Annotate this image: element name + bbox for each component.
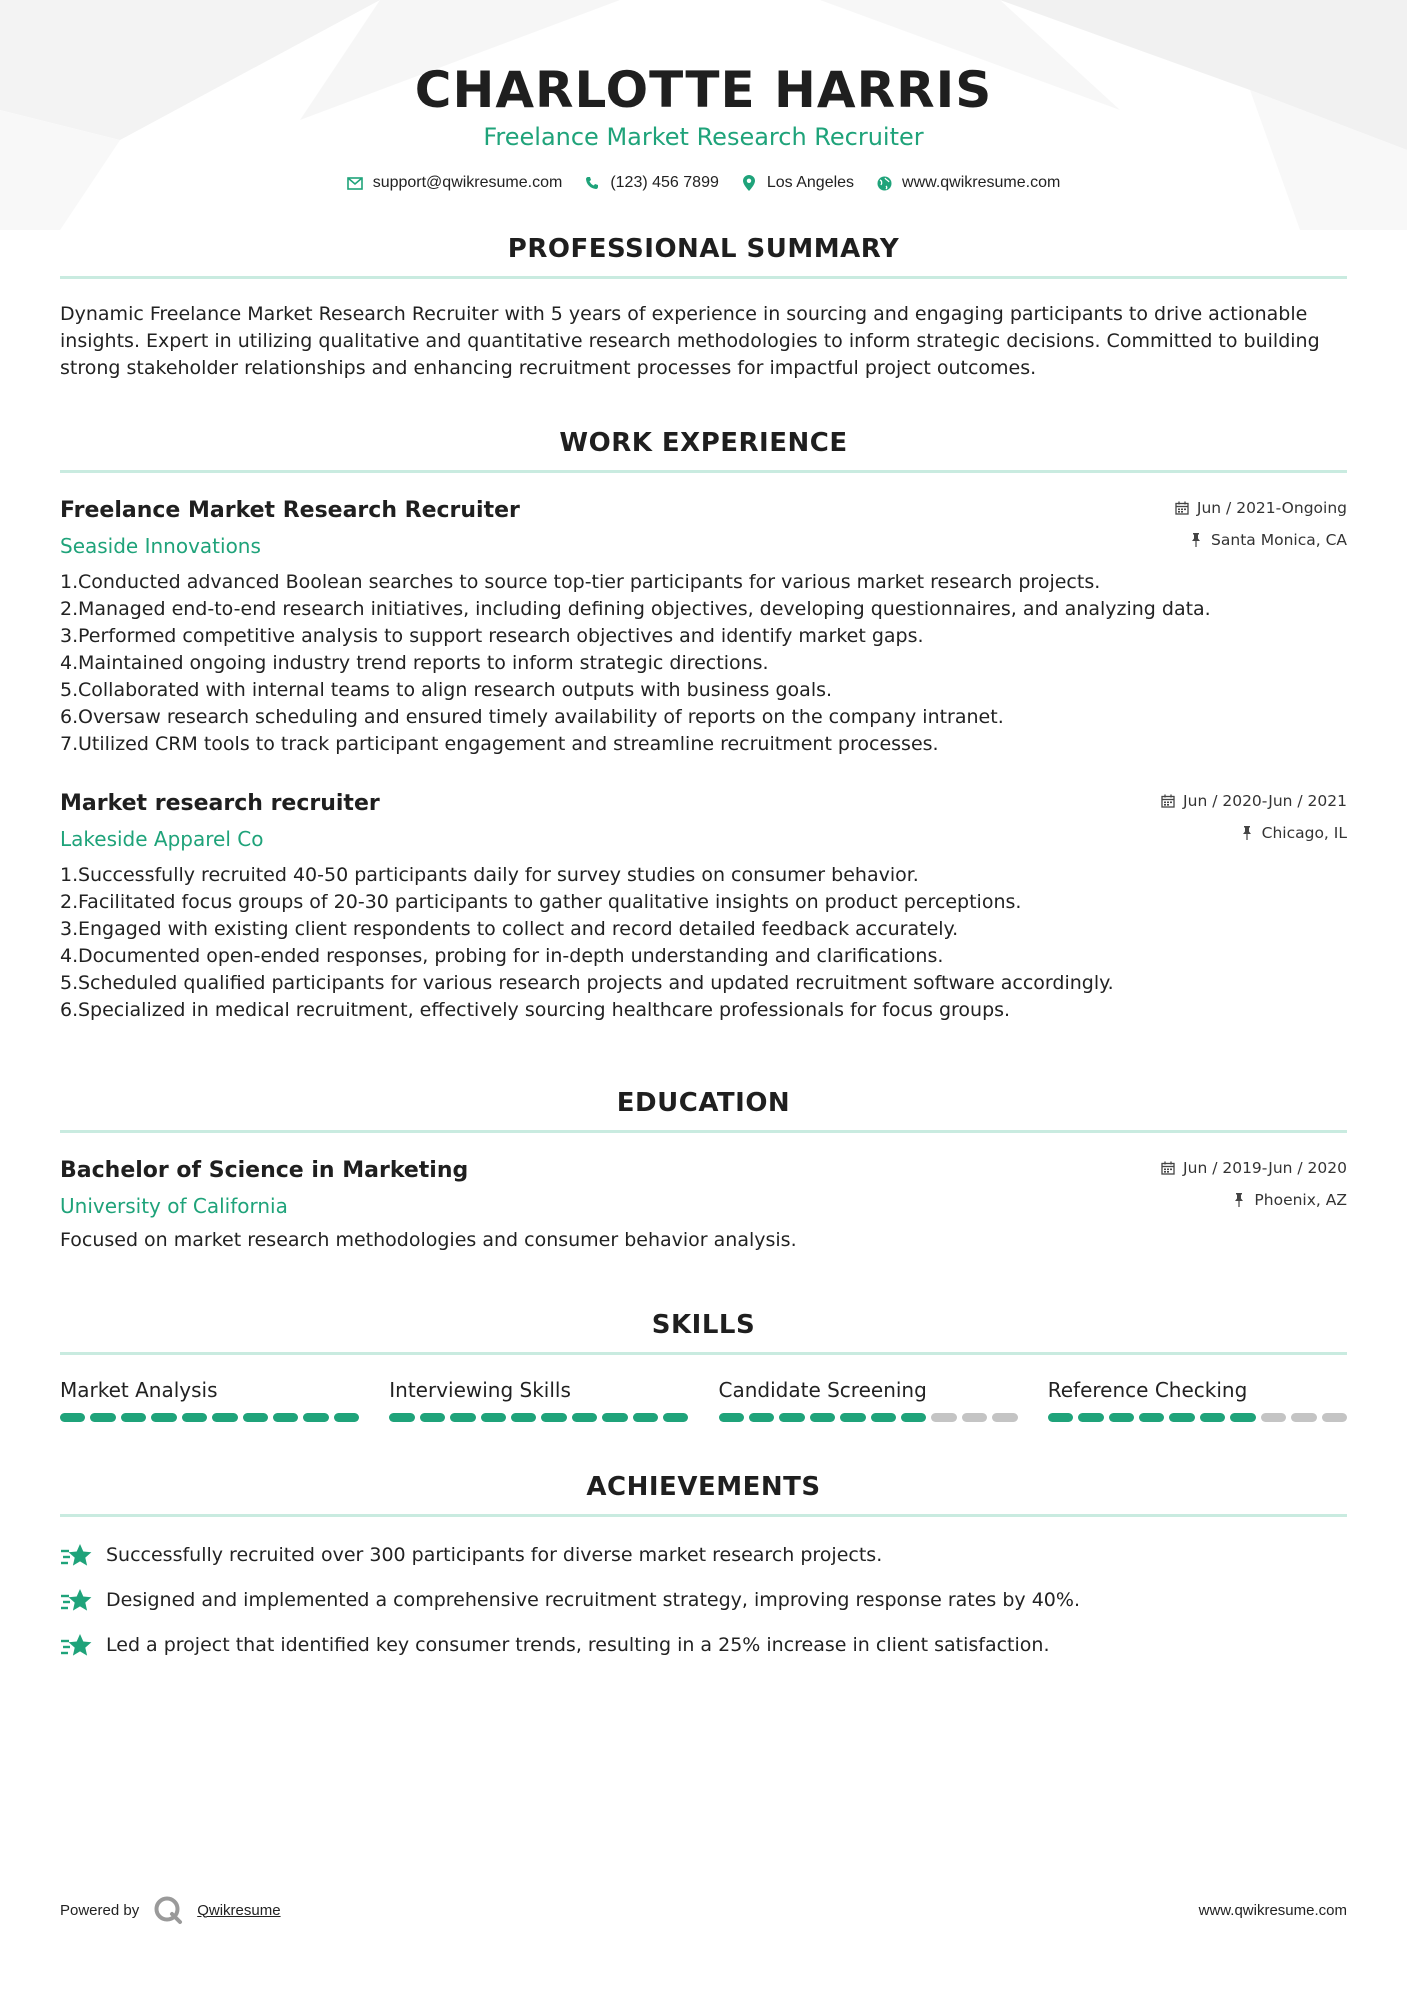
education-description: Focused on market research methodologies and consumer behavior analysis.: [60, 1229, 797, 1251]
summary-heading: PROFESSIONAL SUMMARY: [507, 234, 900, 264]
powered-by: [60, 1895, 281, 1925]
skill-segment-filled: [212, 1413, 237, 1422]
education-degree: Bachelor of Science in Marketing: [60, 1158, 469, 1183]
achievement-text: Successfully recruited over 300 participants for diverse market research projects.: [106, 1544, 883, 1566]
skill-level-bar: [389, 1413, 688, 1422]
list-item: 1. Successfully recruited 40-50 participants daily for survey studies on consumer behavior.: [60, 864, 919, 886]
skill-level-bar: [60, 1413, 359, 1422]
list-item: 3. Performed competitive analysis to support research objectives and identify market gaps.: [60, 625, 924, 647]
skill-segment-filled: [60, 1413, 85, 1422]
achievements-heading: ACHIEVEMENTS: [586, 1472, 821, 1502]
skill-name: Reference Checking: [1047, 1378, 1248, 1402]
skill-segment-empty: [931, 1413, 956, 1422]
contact-email-text: support@qwikresume.com: [372, 174, 563, 191]
list-item: 5. Collaborated with internal teams to align research outputs with business goals.: [60, 679, 833, 701]
skill-segment-filled: [389, 1413, 414, 1422]
candidate-title: Freelance Market Research Recruiter: [483, 123, 924, 151]
achievement-item: [60, 1578, 1347, 1623]
section-divider: [60, 276, 1347, 279]
contact-email[interactable]: [347, 174, 563, 192]
page-footer: [60, 1895, 1347, 1925]
pushpin-icon: [1232, 1193, 1246, 1207]
job-dates-text: Jun / 2020-Jun / 2021: [1183, 792, 1347, 810]
education-heading: EDUCATION: [616, 1088, 791, 1118]
skill-level-bar: [719, 1413, 1018, 1422]
skill-segment-filled: [303, 1413, 328, 1422]
contact-bar: [60, 174, 1347, 192]
skill-segment-empty: [1322, 1413, 1347, 1422]
skill-segment-filled: [602, 1413, 627, 1422]
skill-name: Market Analysis: [60, 1378, 218, 1402]
skill-segment-filled: [1139, 1413, 1164, 1422]
education-section: [60, 1086, 1347, 1254]
skill-name: Candidate Screening: [718, 1378, 927, 1402]
skill-segment-filled: [182, 1413, 207, 1422]
phone-icon: [584, 175, 600, 191]
skill-segment-filled: [243, 1413, 268, 1422]
skill-segment-filled: [901, 1413, 926, 1422]
skill-segment-filled: [840, 1413, 865, 1422]
skill-segment-filled: [511, 1413, 536, 1422]
list-item: 2. Facilitated focus groups of 20-30 participants to gather qualitative insights on product perceptions.: [60, 891, 1022, 913]
skill-segment-filled: [1078, 1413, 1103, 1422]
map-marker-icon: [741, 175, 757, 191]
contact-website-text: www.qwikresume.com: [902, 174, 1061, 191]
list-item: 5. Scheduled qualified participants for various research projects and updated recruitment software accordingly.: [60, 972, 1114, 994]
skill-segment-filled: [151, 1413, 176, 1422]
calendar-icon: [1161, 794, 1175, 808]
skill-segment-filled: [450, 1413, 475, 1422]
footer-website[interactable]: www.qwikresume.com: [1198, 1901, 1347, 1919]
job-dates: [1175, 497, 1347, 519]
skill-segment-filled: [121, 1413, 146, 1422]
contact-location-text: Los Angeles: [766, 174, 855, 191]
job-bullets: [60, 569, 1347, 758]
contact-phone-text: (123) 456 7899: [610, 174, 719, 191]
skill-segment-filled: [420, 1413, 445, 1422]
star-bullet-icon: [60, 1542, 92, 1570]
skill-segment-filled: [779, 1413, 804, 1422]
summary-section: [60, 232, 1347, 382]
skill-segment-filled: [633, 1413, 658, 1422]
job-location-text: Chicago, IL: [1261, 824, 1347, 842]
pushpin-icon: [1240, 826, 1254, 840]
pushpin-icon: [1189, 533, 1203, 547]
skill-segment-empty: [992, 1413, 1017, 1422]
experience-heading: WORK EXPERIENCE: [559, 428, 848, 458]
skill-item: [60, 1377, 359, 1422]
summary-text: Dynamic Freelance Market Research Recruiter with 5 years of experience in sourcing and engaging participants to drive actionable insights. Expert in utilizing qualitative and quantitative research methodologies to inform strategic decisions. Committed to building strong stakeholder relationships and enhancing recruitment processes for impactful project outcomes.: [60, 303, 1320, 379]
star-bullet-icon: [60, 1632, 92, 1660]
skill-segment-filled: [1169, 1413, 1194, 1422]
list-item: 1. Conducted advanced Boolean searches to source top-tier participants for various market research projects.: [60, 571, 1101, 593]
achievement-text: Led a project that identified key consumer trends, resulting in a 25% increase in client satisfaction.: [106, 1634, 1050, 1656]
skill-segment-filled: [871, 1413, 896, 1422]
skill-segment-empty: [962, 1413, 987, 1422]
education-location-text: Phoenix, AZ: [1254, 1191, 1347, 1209]
education-school: University of California: [60, 1194, 288, 1218]
star-bullet-icon: [60, 1587, 92, 1615]
skill-segment-filled: [1048, 1413, 1073, 1422]
section-divider: [60, 1130, 1347, 1133]
job-company: Seaside Innovations: [60, 534, 261, 558]
skill-level-bar: [1048, 1413, 1347, 1422]
contact-website[interactable]: [876, 174, 1060, 192]
list-item: 3. Engaged with existing client respondents to collect and record detailed feedback accurately.: [60, 918, 959, 940]
skill-segment-filled: [481, 1413, 506, 1422]
education-location: [1161, 1189, 1347, 1211]
skills-row: [60, 1377, 1347, 1422]
resume-header: [60, 0, 1347, 192]
job-dates-text: Jun / 2021-Ongoing: [1196, 499, 1347, 517]
skill-segment-filled: [90, 1413, 115, 1422]
achievement-item: [60, 1623, 1347, 1668]
job-entry: [60, 497, 1347, 758]
achievements-list: [60, 1533, 1347, 1668]
skill-segment-filled: [273, 1413, 298, 1422]
list-item: 2. Managed end-to-end research initiatives, including defining objectives, developing questionnaires, and analyzing data.: [60, 598, 1211, 620]
skill-segment-empty: [1291, 1413, 1316, 1422]
job-bullets: [60, 862, 1347, 1024]
list-item: 4. Maintained ongoing industry trend reports to inform strategic directions.: [60, 652, 769, 674]
job-location: [1175, 529, 1347, 551]
list-item: 4. Documented open-ended responses, probing for in-depth understanding and clarifications.: [60, 945, 944, 967]
job-dates: [1161, 790, 1347, 812]
skill-segment-filled: [541, 1413, 566, 1422]
skill-item: [1048, 1377, 1347, 1422]
job-location-text: Santa Monica, CA: [1211, 531, 1347, 549]
achievement-item: [60, 1533, 1347, 1578]
list-item: 7. Utilized CRM tools to track participant engagement and streamline recruitment processes.: [60, 733, 939, 755]
job-entry: [60, 790, 1347, 1024]
skill-segment-filled: [1230, 1413, 1255, 1422]
skill-segment-filled: [810, 1413, 835, 1422]
contact-location: [741, 174, 854, 192]
skill-segment-filled: [749, 1413, 774, 1422]
powered-by-label: Powered by: [60, 1901, 140, 1919]
globe-icon: [876, 175, 892, 191]
skill-segment-filled: [663, 1413, 688, 1422]
achievement-text: Designed and implemented a comprehensive recruitment strategy, improving response rates by 40%.: [106, 1589, 1080, 1611]
job-location: [1161, 822, 1347, 844]
qwikresume-link[interactable]: Qwikresume: [197, 1901, 281, 1919]
candidate-name: CHARLOTTE HARRIS: [414, 61, 993, 119]
job-role: Freelance Market Research Recruiter: [60, 498, 520, 523]
education-entry: [60, 1157, 1347, 1254]
skill-segment-filled: [1109, 1413, 1134, 1422]
calendar-icon: [1161, 1161, 1175, 1175]
job-company: Lakeside Apparel Co: [60, 827, 264, 851]
skills-heading: SKILLS: [651, 1310, 756, 1340]
contact-phone[interactable]: [584, 174, 719, 192]
skill-segment-filled: [572, 1413, 597, 1422]
achievements-section: [60, 1470, 1347, 1668]
experience-section: [60, 426, 1347, 1024]
skill-segment-empty: [1261, 1413, 1286, 1422]
skill-segment-filled: [334, 1413, 359, 1422]
qwikresume-logo-icon: [153, 1895, 183, 1925]
section-divider: [60, 470, 1347, 473]
skill-item: [719, 1377, 1018, 1422]
section-divider: [60, 1352, 1347, 1355]
envelope-icon: [347, 175, 363, 191]
skills-section: [60, 1308, 1347, 1422]
skill-segment-filled: [719, 1413, 744, 1422]
list-item: 6. Specialized in medical recruitment, effectively sourcing healthcare professionals for focus groups.: [60, 999, 1011, 1021]
skill-segment-filled: [1200, 1413, 1225, 1422]
section-divider: [60, 1514, 1347, 1517]
education-dates: [1161, 1157, 1347, 1179]
list-item: 6. Oversaw research scheduling and ensured timely availability of reports on the company intranet.: [60, 706, 1004, 728]
skill-name: Interviewing Skills: [389, 1378, 571, 1402]
skill-item: [389, 1377, 688, 1422]
calendar-icon: [1175, 501, 1189, 515]
education-dates-text: Jun / 2019-Jun / 2020: [1183, 1159, 1347, 1177]
job-role: Market research recruiter: [60, 791, 380, 816]
